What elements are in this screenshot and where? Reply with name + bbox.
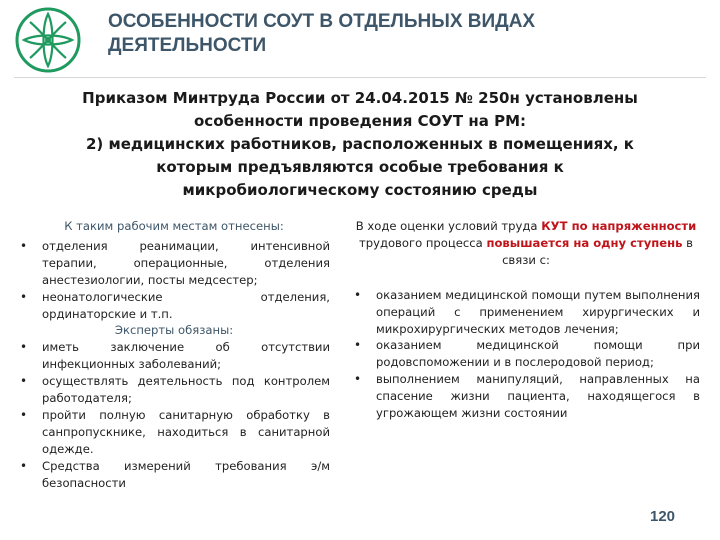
experts-heading: Эксперты обязаны: — [114, 323, 234, 338]
intro-after: в связи с: — [502, 235, 694, 267]
decree-line-2: особенности проведения СОУТ на РМ: — [194, 112, 526, 130]
association-logo — [14, 6, 82, 74]
workplaces-list — [18, 238, 330, 323]
list-item: • пройти полную санитарную обработку в санпропускнике, находиться в санитарной одежде. — [18, 407, 330, 458]
page-number: 120 — [650, 508, 676, 525]
intro-kut: КУТ по напряженности — [541, 219, 697, 233]
list-item: • выполнением манипуляций, направленных на спасение жизни пациента, находящегося в угрожающем жизни состоянии — [352, 371, 700, 422]
list-item: • оказанием медицинской помощи при родовспоможении и в послеродовой период; — [352, 337, 700, 371]
decree-line-3: 2) медицинских работников, расположенных в помещениях, к — [85, 135, 634, 153]
list-item: • отделения реанимации, интенсивной терапии, операционные, отделения анестезиологии, посты медсестер; — [18, 238, 330, 289]
experts-list — [18, 339, 330, 491]
intro-raise: повышается на одну ступень — [486, 235, 683, 250]
decree-line-4: которым предъявляются особые требования к — [156, 158, 564, 176]
decree-line-5: микробиологическому состоянию среды — [182, 181, 538, 199]
list-item: • осуществлять деятельность под контролем работодателя; — [18, 373, 330, 407]
intro-before: В ходе оценки условий труда — [355, 219, 542, 233]
list-item: • оказанием медицинской помощи путем выполнения операций с применением хирургических и микрохирургических методов лечения; — [352, 287, 700, 338]
workplaces-heading: К таким рабочим местам отнесены: — [64, 219, 284, 233]
kut-intro — [352, 218, 700, 269]
decree-text — [20, 87, 700, 202]
header-divider — [14, 77, 706, 78]
list-item: • Средства измерений требования э/м безопасности — [18, 458, 330, 492]
decree-line-1: Приказом Минтруда России от 24.04.2015 № 250н установлены — [82, 89, 638, 107]
left-column — [18, 218, 330, 492]
reasons-list — [352, 287, 700, 422]
page-title-line-1: ОСОБЕННОСТИ СОУТ В ОТДЕЛЬНЫХ ВИДАХ — [108, 11, 536, 32]
list-item: • иметь заключение об отсутствии инфекционных заболеваний; — [18, 339, 330, 373]
list-item: • неонатологические отделения, ординаторские и т.п. — [18, 289, 330, 323]
page-title-line-2: ДЕЯТЕЛЬНОСТИ — [108, 35, 267, 56]
intro-middle: трудового процесса — [358, 235, 487, 250]
page-title — [108, 10, 708, 58]
right-column — [352, 218, 700, 422]
